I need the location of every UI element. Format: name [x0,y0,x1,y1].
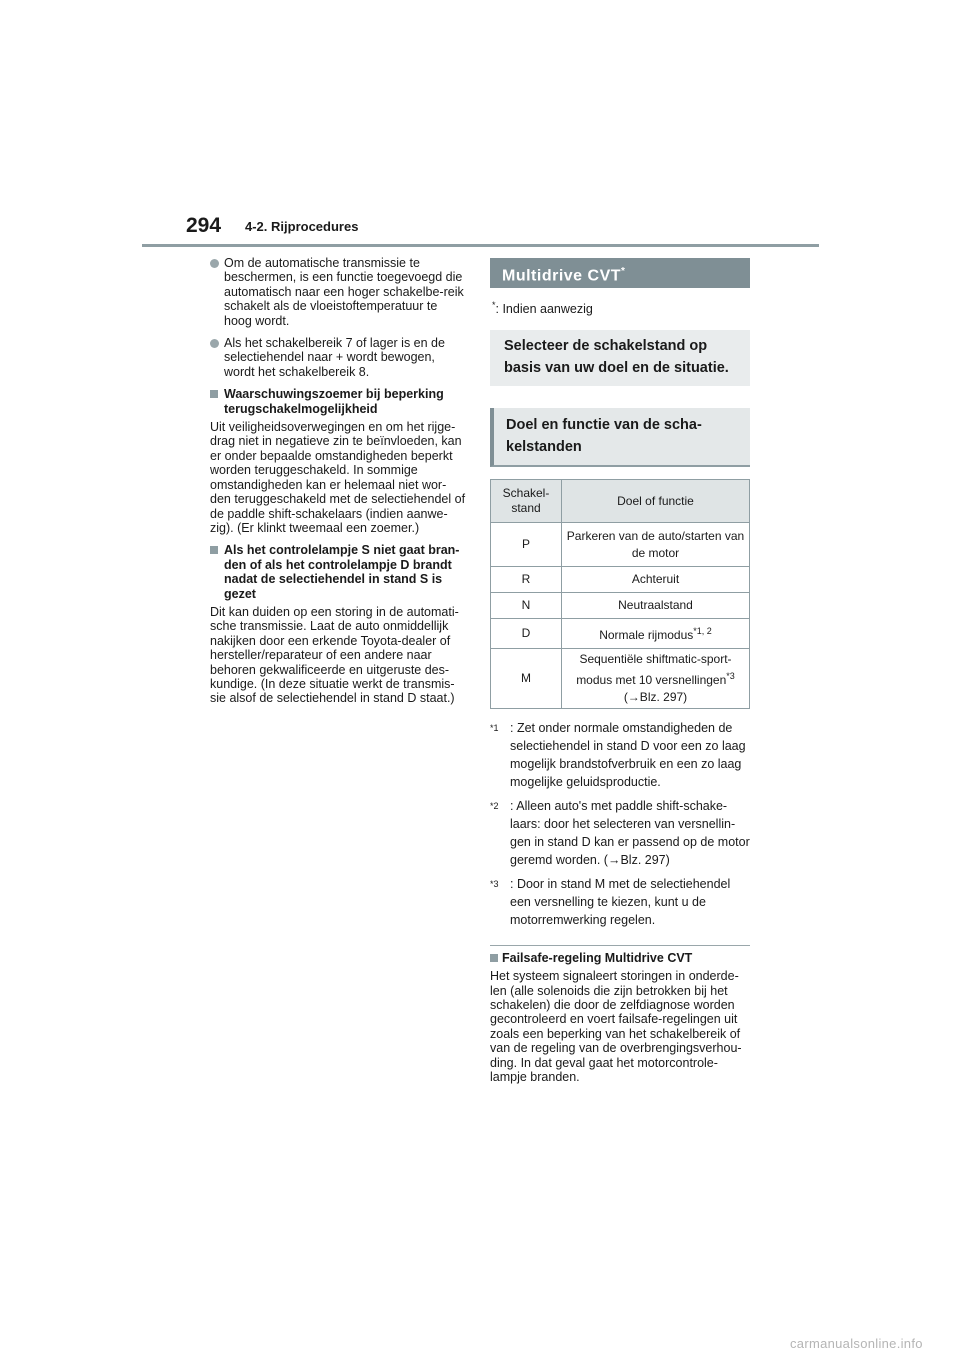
subsection-band-title: Doel en functie van de scha-kelstanden [490,408,750,467]
table-note: $^{*2}$ : Alleen auto's met paddle shift-schake-laars: door het selecteren van versnellin-gen in stand D kan er passend op de motor geremd worden. (→Blz. 297) [490,799,750,868]
shift-stand-cell: N [491,593,562,619]
square-bullet-icon [210,390,218,398]
section-band-title: Multidrive CVT* [490,258,750,288]
function-cell: Normale rijmodus$^{*1, 2}$ [562,619,750,649]
table-row [491,619,750,649]
bullet-text: Om de automatische transmissie te beschermen, is een functie toegevoegd die automatisch naar een hoger schakelbe-reik schakelt als de vloeistoftemperatuur te hoog wordt. [224,256,464,328]
left-column [210,256,467,714]
table-row [491,567,750,593]
shift-stand-cell: D [491,619,562,649]
section-divider [490,945,750,946]
function-cell: Sequentiële shiftmatic-sport-modus met 10 versnellingen$^{*3}$ (→Blz. 297) [562,649,750,709]
square-bullet-icon [490,954,498,962]
square-bullet-icon [210,546,218,554]
function-cell: Parkeren van de auto/starten van de motor [562,523,750,567]
shift-stand-cell: M [491,649,562,709]
function-cell: Achteruit [562,567,750,593]
subsection-body: Het systeem signaleert storingen in onderde-len (alle solenoids die zijn betrokken bij het schakelen) die door de zelfdiagnose worden gecontroleerd en voert failsafe-regelingen uit zoals een beperking van het schakelbereik of van de regeling van de overbrengingsverhou-ding. In dat geval gaat het motorcontrole-lampje branden. [490,969,742,1084]
bullet-item [210,336,467,379]
table-header-row [491,480,750,523]
bullet-text: Als het schakelbereik 7 of lager is en de selectiehendel naar + wordt bewogen, wordt het schakelbereik 8. [224,336,445,379]
column-header: Schakel-stand [491,480,562,523]
header-divider [142,244,819,247]
lead-box: Selecteer de schakelstand op basis van uw doel en de situatie. [490,330,750,386]
table-note: $^{*1}$ : Zet onder normale omstandigheden de selectiehendel in stand D voor een zo laag mogelijk brandstofverbruik en een zo laag mogelijke geluidsproductie. [490,721,746,790]
table-row [491,649,750,709]
table-row [491,593,750,619]
subsection-body: Dit kan duiden op een storing in de automati-sche transmissie. Laat de auto onmiddellijk nakijken door een erkende Toyota-dealer of hersteller/reparateur of een andere naar behoren gekwalificeerde en uitgeruste des-kundige. (In deze situatie werkt de transmis-sie alsof de selectiehendel in stand D staat.) [210,604,459,706]
bullet-dot-icon [210,259,219,268]
bullet-item [210,256,467,328]
subsection-heading: Failsafe-regeling Multidrive CVT [490,951,750,965]
availability-footnote: *: Indien aanwezig [492,300,593,317]
bullet-dot-icon [210,339,219,348]
shift-positions-table [490,479,750,709]
section-title: 4-2. Rijprocedures [245,219,359,234]
subsection-body: Uit veiligheidsoverwegingen en om het rijge-drag niet in negatieve zin te beïnvloeden, kan er onder bepaalde omstandigheden beperkt worden teruggeschakeld. In sommige omstandigheden kan er helemaal niet wor-den teruggeschakeld met de selectiehendel of de paddle shift-schakelaars (indien aanwe-zig). (Er klinkt tweemaal een zoemer.) [210,420,466,535]
watermark-text: carmanualsonline.info [790,1336,923,1351]
page-number: 294 [186,214,222,237]
subsection-heading: Als het controlelampje S niet gaat bran-den of als het controlelampje D brandt nadat de selectiehendel in stand S is gezet [210,543,467,601]
shift-stand-cell: P [491,523,562,567]
shift-stand-cell: R [491,567,562,593]
function-cell: Neutraalstand [562,593,750,619]
table-note: $^{*3}$ : Door in stand M met de selectiehendel een versnelling te kiezen, kunt u de motorremwerking regelen. [490,877,731,928]
column-header: Doel of functie [562,480,750,523]
subsection-heading: Waarschuwingszoemer bij beperking terugschakelmogelijkheid [210,387,467,416]
table-row [491,523,750,567]
right-column [490,258,750,1084]
table-notes [490,719,750,929]
page-header [0,0,960,250]
